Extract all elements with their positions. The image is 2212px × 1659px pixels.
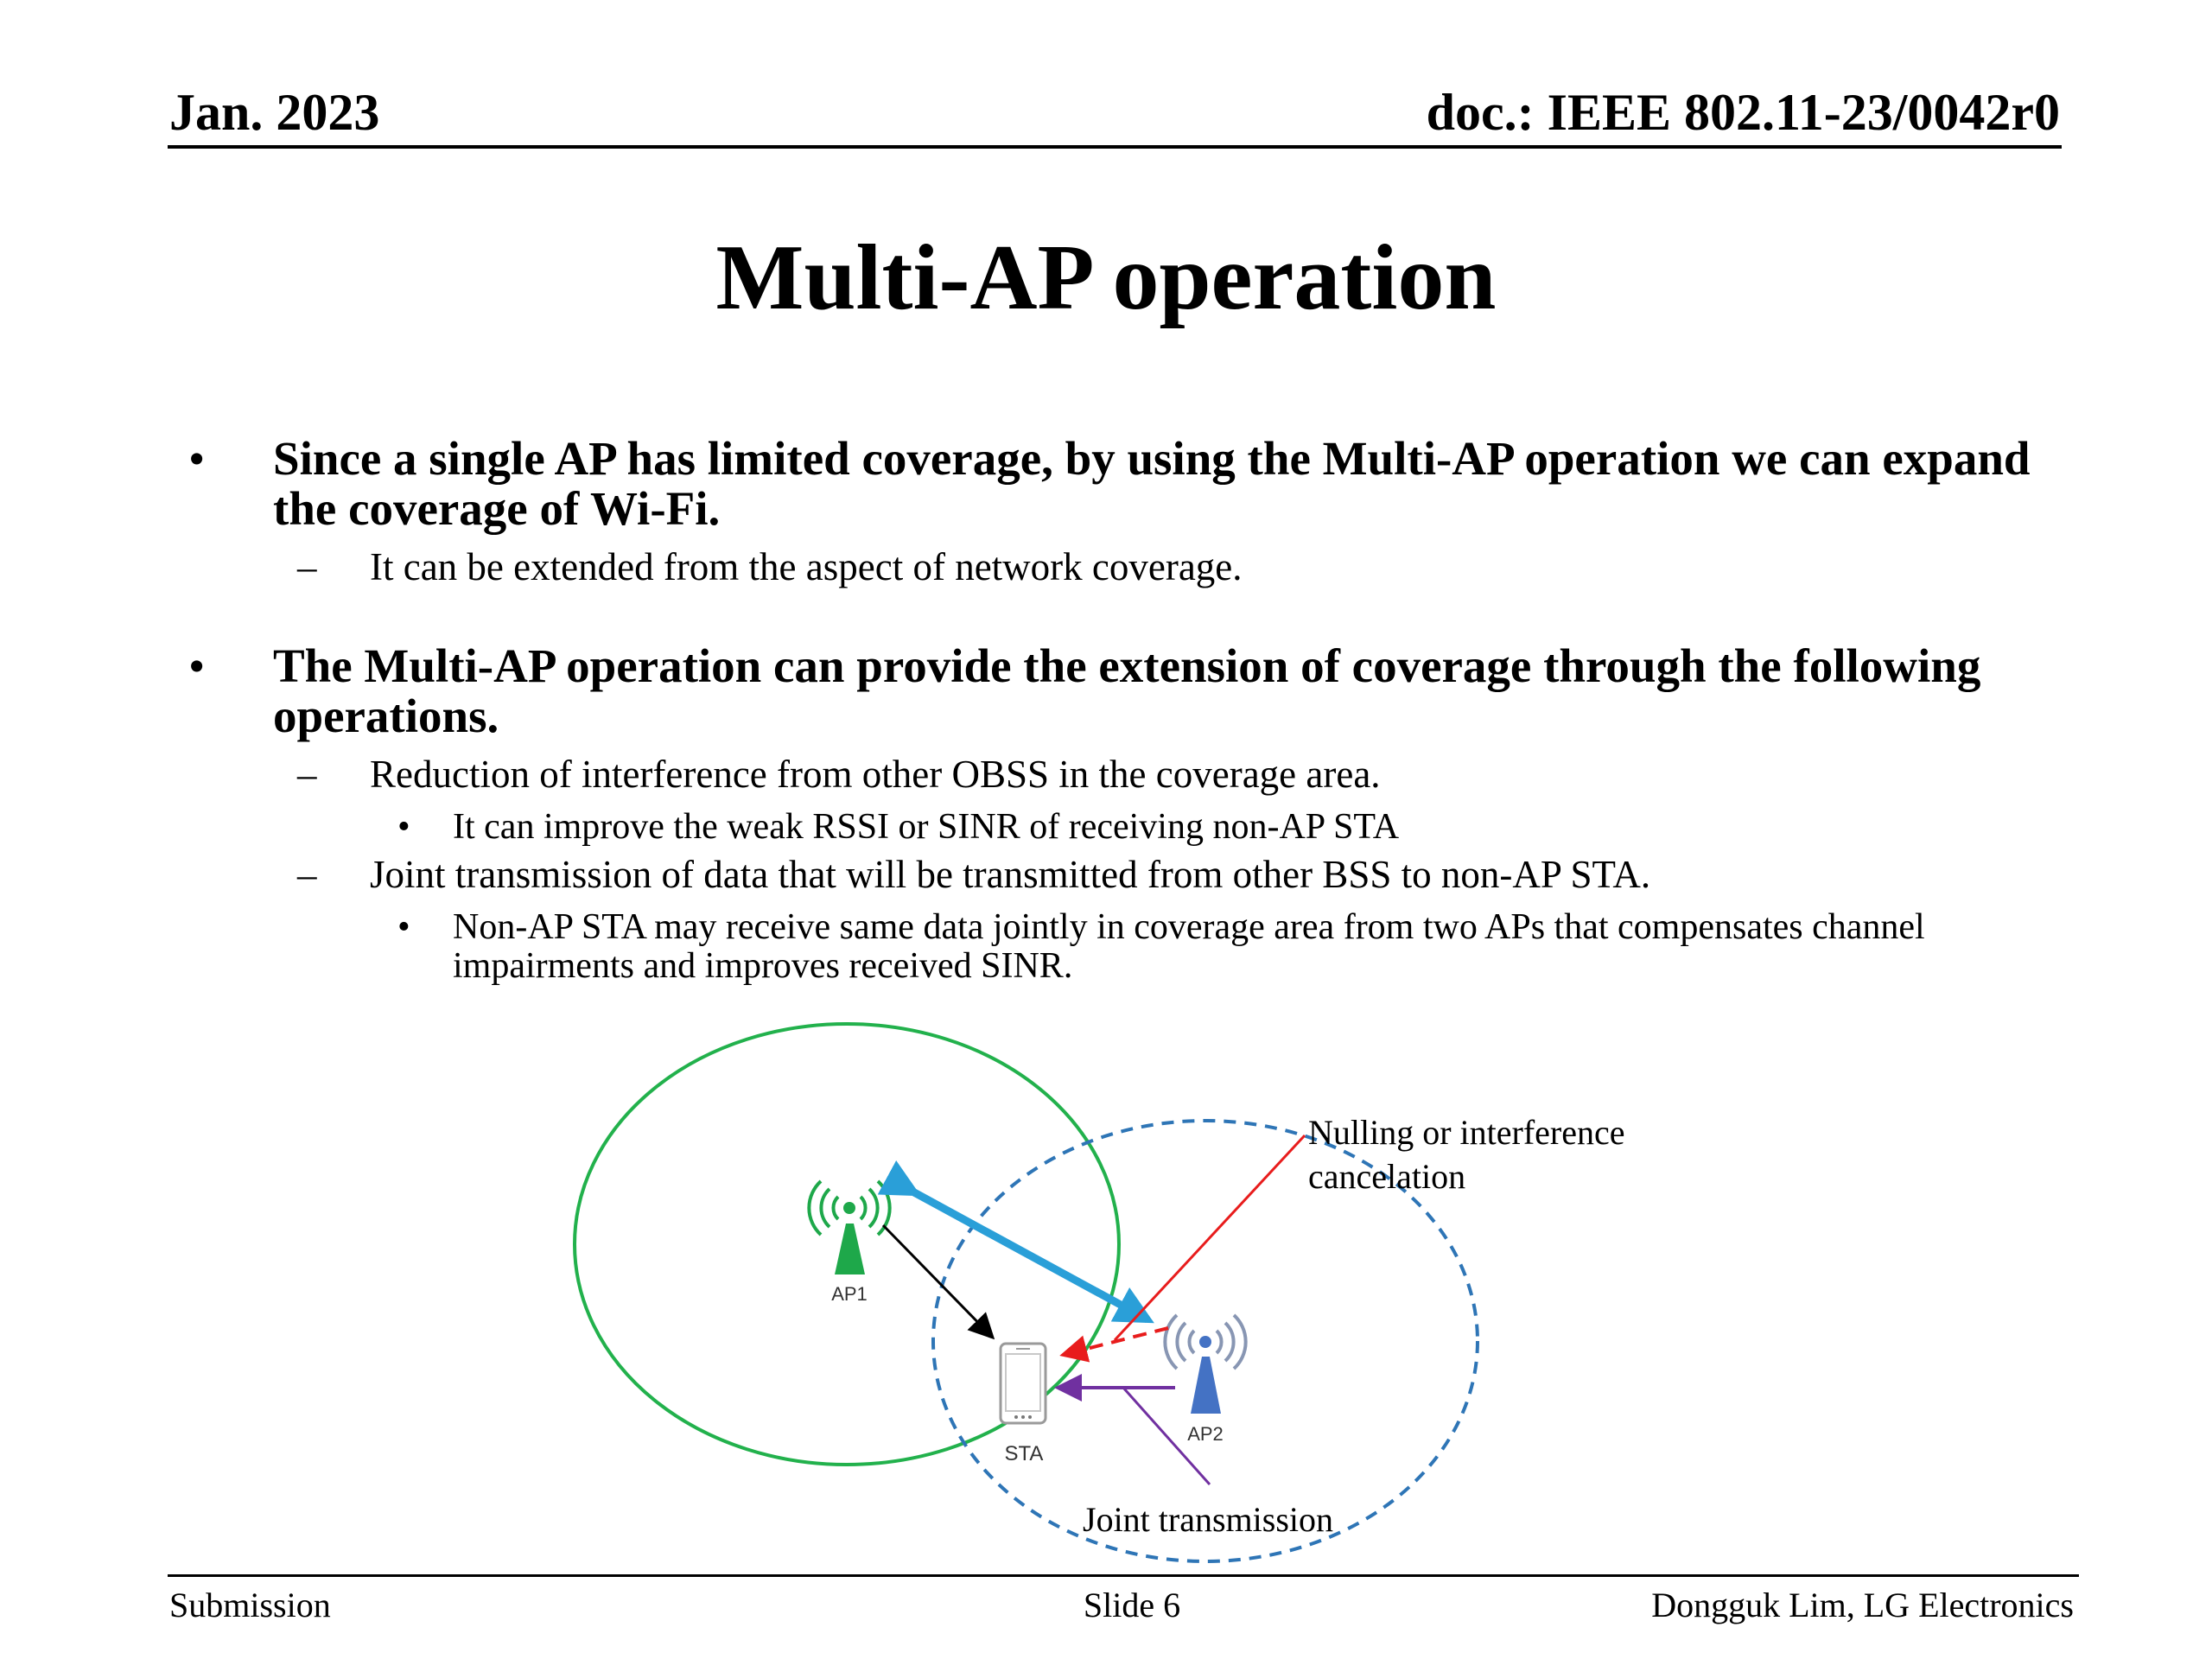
interference-arrow bbox=[1066, 1328, 1168, 1354]
ap2-antenna-icon bbox=[1165, 1315, 1245, 1414]
bullet-2-sub-2-item-1-marker: • bbox=[397, 907, 410, 947]
ap1-antenna-icon bbox=[809, 1181, 889, 1274]
footer-slide-number: Slide 6 bbox=[1083, 1586, 1181, 1624]
bullet-2-sub-1-item-1-text: It can improve the weak RSSI or SINR of receiving non-AP STA bbox=[453, 807, 1400, 847]
bullet-2-sub-2-marker: – bbox=[297, 853, 317, 896]
nulling-label-line-1: Nulling or interference bbox=[1308, 1113, 1625, 1152]
footer-author: Dongguk Lim, LG Electronics bbox=[1651, 1586, 2074, 1624]
ap-coordination-arrow bbox=[914, 1192, 1147, 1319]
bullet-2-sub-2-item-1-text: Non-AP STA may receive same data jointly in coverage area from two APs that compensates channel impairments and improves received SINR. bbox=[453, 907, 1925, 986]
footer-divider bbox=[168, 1574, 2079, 1577]
bullet-1-sub-1-text: It can be extended from the aspect of network coverage. bbox=[370, 545, 1243, 588]
footer-submission: Submission bbox=[169, 1586, 331, 1624]
ap2-label: AP2 bbox=[1187, 1423, 1224, 1445]
bullet-1-sub-1-marker: – bbox=[297, 545, 317, 588]
bullet-1-marker: • bbox=[188, 432, 206, 485]
header-date: Jan. 2023 bbox=[169, 84, 380, 141]
sta-phone-icon bbox=[1001, 1344, 1046, 1423]
ap1-to-sta-arrow bbox=[883, 1225, 991, 1336]
bullet-2-text: The Multi-AP operation can provide the extension of coverage through the following operations. bbox=[273, 639, 1981, 742]
bullet-2-marker: • bbox=[188, 639, 206, 692]
header-doc-id: doc.: IEEE 802.11-23/0042r0 bbox=[1426, 84, 2060, 141]
joint-transmission-label: Joint transmission bbox=[1083, 1500, 1334, 1539]
bullet-1-text: Since a single AP has limited coverage, by using the Multi-AP operation we can expand the coverage of Wi-Fi. bbox=[273, 432, 2031, 535]
nulling-label-line-2: cancelation bbox=[1308, 1157, 1466, 1196]
bullet-2-sub-1-marker: – bbox=[297, 753, 317, 796]
ap1-label: AP1 bbox=[831, 1283, 868, 1305]
bullet-2-sub-2-text: Joint transmission of data that will be transmitted from other BSS to non-AP STA. bbox=[370, 853, 1651, 896]
bullet-2-sub-1-text: Reduction of interference from other OBSS in the coverage area. bbox=[370, 753, 1381, 796]
bullet-2-sub-1-item-1-marker: • bbox=[397, 807, 410, 847]
sta-label: STA bbox=[1004, 1442, 1044, 1465]
nulling-callout-line bbox=[1115, 1135, 1305, 1340]
slide-title: Multi-AP operation bbox=[715, 226, 1497, 329]
